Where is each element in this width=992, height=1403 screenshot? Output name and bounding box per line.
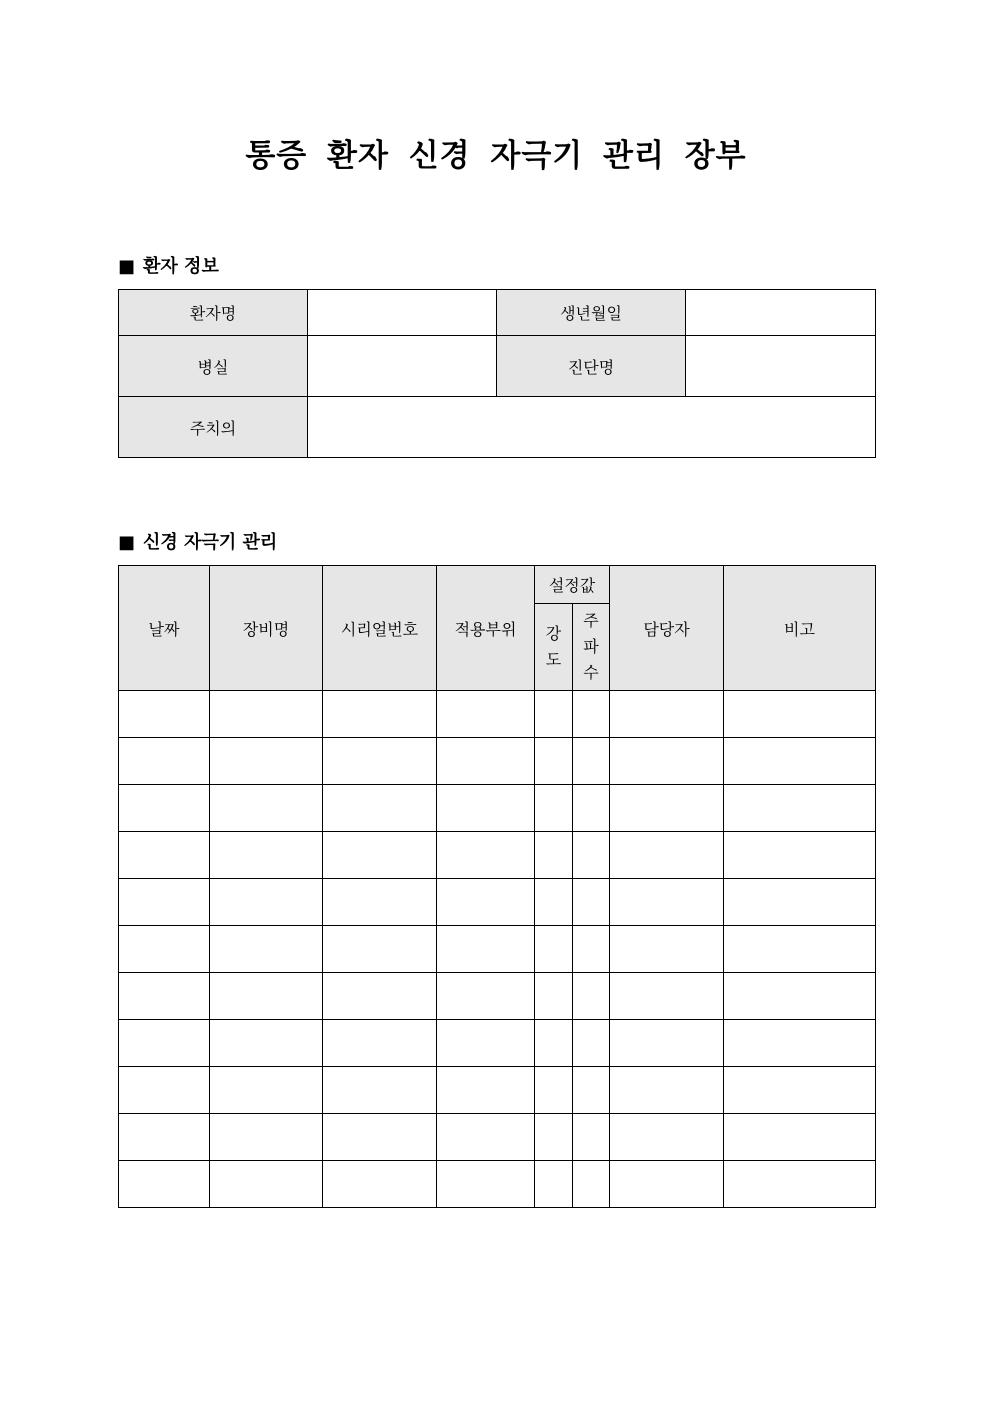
table-row (119, 1067, 876, 1114)
device-cell[interactable] (210, 879, 323, 926)
serial-cell[interactable] (323, 973, 437, 1020)
staff-cell[interactable] (610, 691, 724, 738)
notes-cell[interactable] (724, 1114, 876, 1161)
frequency-cell[interactable] (573, 785, 610, 832)
frequency-cell[interactable] (573, 738, 610, 785)
column-header-intensity (535, 604, 573, 691)
staff-cell[interactable] (610, 1067, 724, 1114)
staff-cell[interactable] (610, 973, 724, 1020)
column-header-date: 날짜 (119, 566, 210, 691)
device-cell[interactable] (210, 691, 323, 738)
intensity-cell[interactable] (535, 691, 573, 738)
intensity-cell[interactable] (535, 926, 573, 973)
site-cell[interactable] (437, 832, 535, 879)
intensity-cell[interactable] (535, 832, 573, 879)
physician-field[interactable] (308, 397, 876, 458)
frequency-cell[interactable] (573, 691, 610, 738)
serial-cell[interactable] (323, 1020, 437, 1067)
intensity-cell[interactable] (535, 1161, 573, 1208)
intensity-cell[interactable] (535, 973, 573, 1020)
device-cell[interactable] (210, 973, 323, 1020)
date-cell[interactable] (119, 1020, 210, 1067)
site-cell[interactable] (437, 879, 535, 926)
device-cell[interactable] (210, 1114, 323, 1161)
intensity-cell[interactable] (535, 1114, 573, 1161)
serial-cell[interactable] (323, 832, 437, 879)
notes-cell[interactable] (724, 1067, 876, 1114)
frequency-cell[interactable] (573, 1161, 610, 1208)
column-header-settings: 설정값 (535, 566, 610, 604)
device-cell[interactable] (210, 785, 323, 832)
site-cell[interactable] (437, 1020, 535, 1067)
site-cell[interactable] (437, 926, 535, 973)
date-cell[interactable] (119, 973, 210, 1020)
intensity-cell[interactable] (535, 785, 573, 832)
frequency-cell[interactable] (573, 1114, 610, 1161)
table-row (119, 879, 876, 926)
notes-cell[interactable] (724, 926, 876, 973)
stimulator-heading (118, 528, 277, 554)
frequency-cell[interactable] (573, 1067, 610, 1114)
device-cell[interactable] (210, 1020, 323, 1067)
serial-cell[interactable] (323, 1114, 437, 1161)
table-row (119, 738, 876, 785)
device-cell[interactable] (210, 738, 323, 785)
diagnosis-field[interactable] (686, 336, 876, 397)
site-cell[interactable] (437, 1161, 535, 1208)
serial-cell[interactable] (323, 785, 437, 832)
serial-cell[interactable] (323, 1161, 437, 1208)
patient-info-heading-text: 환자 정보 (143, 256, 219, 277)
room-field[interactable] (308, 336, 497, 397)
date-cell[interactable] (119, 1114, 210, 1161)
frequency-cell[interactable] (573, 832, 610, 879)
notes-cell[interactable] (724, 832, 876, 879)
intensity-cell[interactable] (535, 1020, 573, 1067)
column-header-staff: 담당자 (610, 566, 724, 691)
device-cell[interactable] (210, 1067, 323, 1114)
intensity-cell[interactable] (535, 1067, 573, 1114)
site-cell[interactable] (437, 785, 535, 832)
date-cell[interactable] (119, 785, 210, 832)
notes-cell[interactable] (724, 785, 876, 832)
staff-cell[interactable] (610, 738, 724, 785)
table-row (119, 973, 876, 1020)
intensity-cell[interactable] (535, 879, 573, 926)
table-row (119, 785, 876, 832)
frequency-cell[interactable] (573, 879, 610, 926)
patient-info-heading (118, 252, 219, 278)
site-cell[interactable] (437, 973, 535, 1020)
date-cell[interactable] (119, 691, 210, 738)
date-cell[interactable] (119, 1161, 210, 1208)
intensity-header-text: 강도 (545, 624, 562, 669)
device-cell[interactable] (210, 926, 323, 973)
staff-cell[interactable] (610, 1161, 724, 1208)
notes-cell[interactable] (724, 973, 876, 1020)
notes-cell[interactable] (724, 738, 876, 785)
table-row (119, 1020, 876, 1067)
site-cell[interactable] (437, 738, 535, 785)
notes-cell[interactable] (724, 1161, 876, 1208)
serial-cell[interactable] (323, 926, 437, 973)
site-cell[interactable] (437, 1114, 535, 1161)
birthdate-field[interactable] (686, 290, 876, 336)
birthdate-label: 생년월일 (497, 290, 686, 336)
staff-cell[interactable] (610, 832, 724, 879)
table-row (119, 691, 876, 738)
date-cell[interactable] (119, 879, 210, 926)
serial-cell[interactable] (323, 738, 437, 785)
date-cell[interactable] (119, 1067, 210, 1114)
staff-cell[interactable] (610, 1114, 724, 1161)
column-header-device: 장비명 (210, 566, 323, 691)
notes-cell[interactable] (724, 879, 876, 926)
table-row (119, 1114, 876, 1161)
room-label: 병실 (119, 336, 308, 397)
table-row (119, 926, 876, 973)
column-header-frequency (573, 604, 610, 691)
patient-info-table (118, 289, 876, 458)
device-cell[interactable] (210, 832, 323, 879)
stimulator-heading-text: 신경 자극기 관리 (143, 532, 278, 553)
date-cell[interactable] (119, 738, 210, 785)
intensity-cell[interactable] (535, 738, 573, 785)
diagnosis-label: 진단명 (497, 336, 686, 397)
notes-cell[interactable] (724, 691, 876, 738)
frequency-header-text: 주파수 (583, 611, 599, 682)
frequency-cell[interactable] (573, 973, 610, 1020)
frequency-cell[interactable] (573, 1020, 610, 1067)
serial-cell[interactable] (323, 1067, 437, 1114)
device-cell[interactable] (210, 1161, 323, 1208)
page-title: 통증 환자 신경 자극기 관리 장부 (245, 138, 747, 174)
column-header-notes: 비고 (724, 566, 876, 691)
column-header-serial: 시리얼번호 (323, 566, 437, 691)
date-cell[interactable] (119, 926, 210, 973)
serial-cell[interactable] (323, 879, 437, 926)
table-row (119, 832, 876, 879)
table-row (119, 1161, 876, 1208)
patient-name-label: 환자명 (119, 290, 308, 336)
site-cell[interactable] (437, 691, 535, 738)
square-bullet-icon: ■ (118, 256, 136, 277)
physician-label: 주치의 (119, 397, 308, 458)
date-cell[interactable] (119, 832, 210, 879)
stimulator-log-table (118, 565, 876, 1208)
square-bullet-icon: ■ (118, 532, 136, 553)
frequency-cell[interactable] (573, 926, 610, 973)
staff-cell[interactable] (610, 879, 724, 926)
patient-name-field[interactable] (308, 290, 497, 336)
staff-cell[interactable] (610, 785, 724, 832)
staff-cell[interactable] (610, 1020, 724, 1067)
serial-cell[interactable] (323, 691, 437, 738)
staff-cell[interactable] (610, 926, 724, 973)
site-cell[interactable] (437, 1067, 535, 1114)
column-header-site: 적용부위 (437, 566, 535, 691)
notes-cell[interactable] (724, 1020, 876, 1067)
